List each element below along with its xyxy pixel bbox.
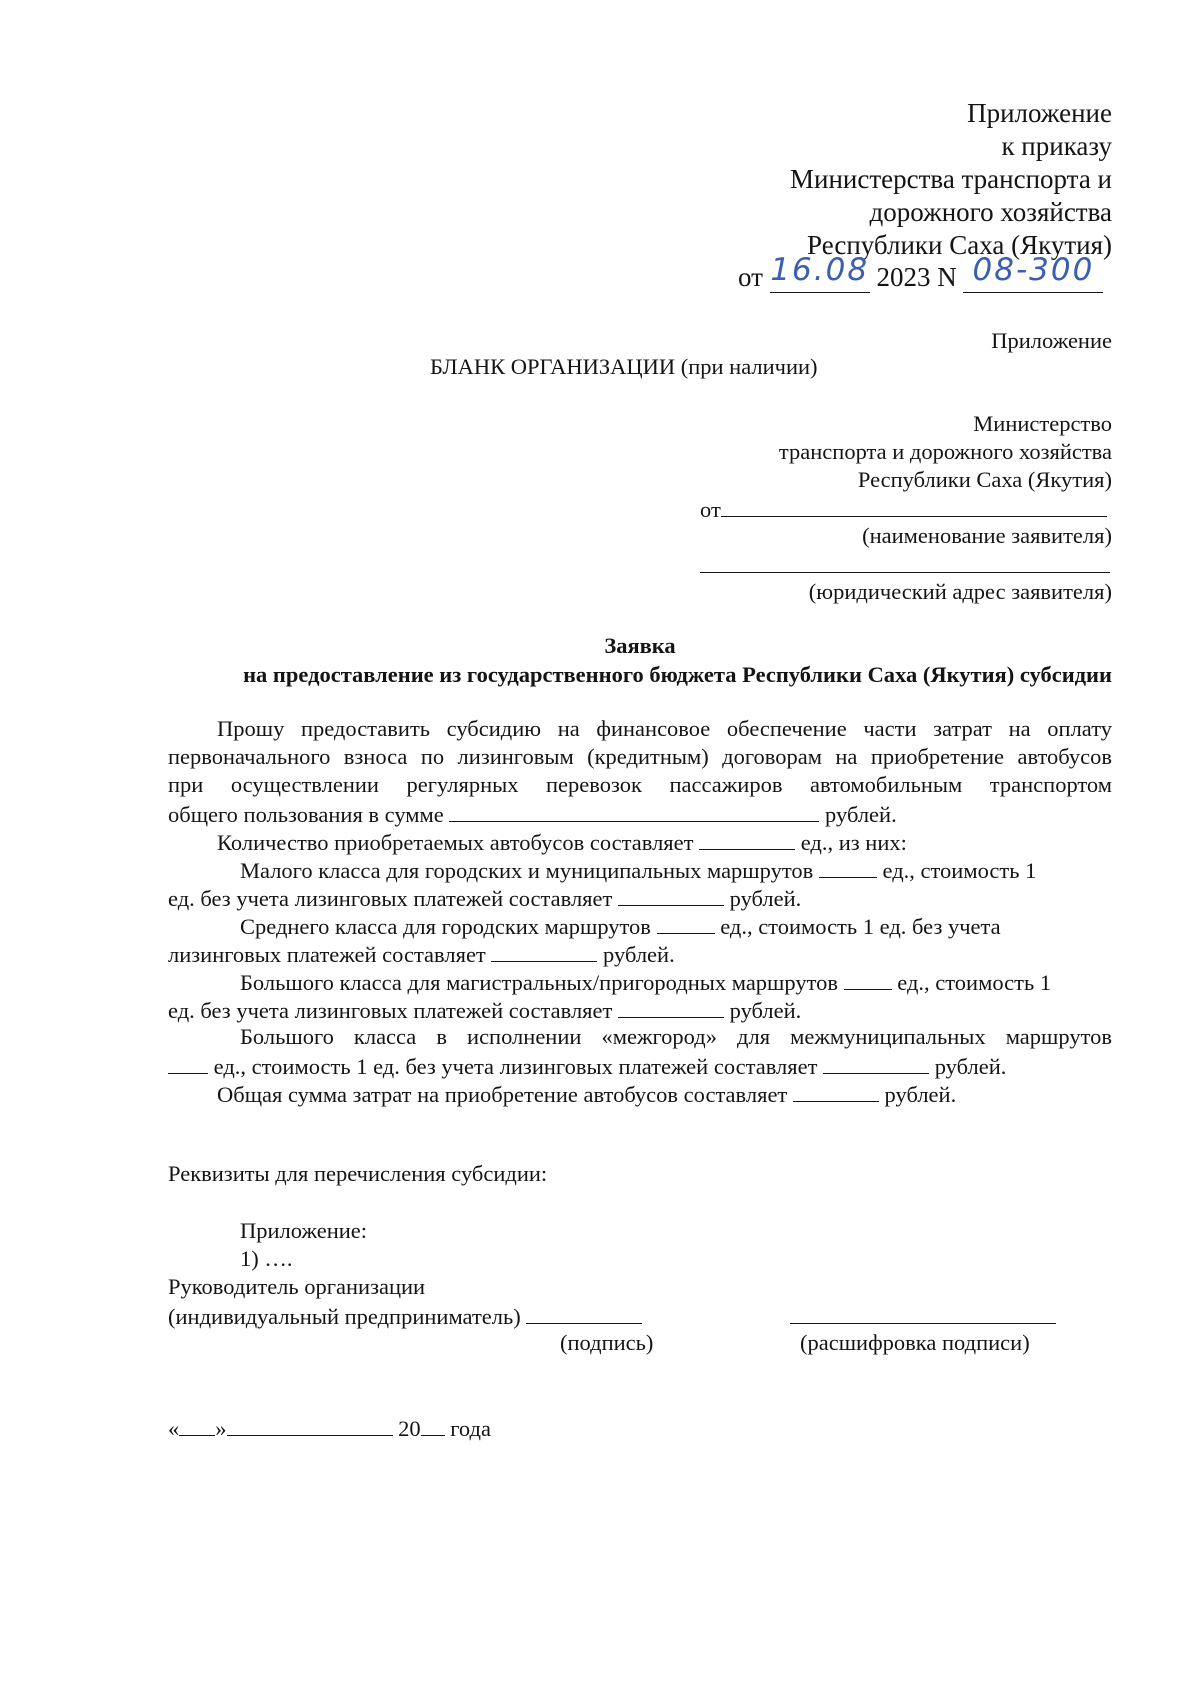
order-date-field <box>770 252 870 293</box>
order-header-line4: дорожного хозяйства <box>869 197 1112 227</box>
signature-caption: (подпись) <box>560 1330 654 1355</box>
body-p1-line4-unit: рублей. <box>825 802 897 827</box>
signature-decode-field[interactable] <box>790 1323 1056 1324</box>
body-p3-line1-unit: ед., стоимость 1 <box>882 858 1037 883</box>
date-open-quote: « <box>168 1416 180 1441</box>
body-p4-line2-unit: рублей. <box>603 942 675 967</box>
body-p5-line1 <box>240 967 1051 996</box>
order-date-number <box>738 252 1103 294</box>
bus-count-field[interactable] <box>699 827 795 850</box>
subsidy-amount-field[interactable] <box>449 799 819 822</box>
large-class-cost-field[interactable] <box>618 995 724 1018</box>
order-header-line5: Республики Саха (Якутия) <box>807 230 1112 260</box>
order-header-line2: к приказу <box>1001 131 1112 161</box>
applicant-from-prefix: от <box>700 497 721 522</box>
body-p2-text: Количество приобретаемых автобусов составляет <box>217 830 694 855</box>
body-p2-unit: ед., из них: <box>800 830 907 855</box>
date-year-prefix: 20 <box>398 1416 421 1441</box>
medium-class-count-field[interactable] <box>657 911 715 934</box>
body-p5-line2-text: ед. без учета лизинговых платежей составляет <box>168 998 613 1023</box>
body-p6-line2-unit: рублей. <box>934 1054 1007 1079</box>
order-date-prefix: от <box>738 262 763 292</box>
applicant-from-row <box>700 494 1107 523</box>
body-p4-line2-text: лизинговых платежей составляет <box>168 942 486 967</box>
body-p4-line1 <box>240 911 1001 940</box>
order-header-line1: Приложение <box>967 98 1112 128</box>
body-p5-line1-unit: ед., стоимость 1 <box>897 970 1052 995</box>
order-year-and-no: 2023 N <box>876 262 957 292</box>
large-class-count-field[interactable] <box>844 967 892 990</box>
applicant-name-field[interactable] <box>721 494 1107 517</box>
applicant-name-caption: (наименование заявителя) <box>862 523 1112 548</box>
body-p4-line1-unit: ед., стоимость 1 ед. без учета <box>720 914 1001 939</box>
applicant-address-field[interactable] <box>700 572 1110 573</box>
body-p3-line1 <box>240 855 1036 884</box>
body-p7-unit: рублей. <box>884 1082 957 1107</box>
signature-decode-caption: (расшифровка подписи) <box>800 1330 1030 1355</box>
body-p6-line2 <box>168 1051 1006 1080</box>
order-number-handwritten: 08-300 <box>972 252 1095 288</box>
addressee-line1: Министерство <box>973 411 1112 436</box>
body-p1-line3: при осуществлении регулярных перевозок пассажиров автомобильным транспортом <box>168 772 1112 797</box>
body-p1-line2: первоначального взноса по лизинговым (кредитным) договорам на приобретение автобусов <box>168 744 1112 769</box>
body-p5-line2-unit: рублей. <box>729 998 802 1023</box>
date-year-suffix: года <box>450 1416 491 1441</box>
body-p3-line2-unit: рублей. <box>729 886 802 911</box>
body-p6-line2-text: ед., стоимость 1 ед. без учета лизинговых платежей составляет <box>213 1054 818 1079</box>
attachments-item-1: 1) …. <box>240 1246 293 1271</box>
body-p2 <box>217 827 907 856</box>
signature-line2-text: (индивидуальный предприниматель) <box>168 1304 521 1329</box>
date-month-field[interactable] <box>227 1413 393 1436</box>
signature-line2 <box>168 1301 642 1330</box>
order-header-line3: Министерства транспорта и <box>790 164 1112 194</box>
order-number-field <box>963 252 1103 293</box>
body-p3-line2-text: ед. без учета лизинговых платежей составляет <box>168 886 613 911</box>
date-day-field[interactable] <box>179 1413 215 1436</box>
application-subtitle: на предоставление из государственного бюджета Республики Саха (Якутия) субсидии <box>243 662 1112 687</box>
letterhead-placeholder: БЛАНК ОРГАНИЗАЦИИ (при наличии) <box>430 354 818 379</box>
signature-line1: Руководитель организации <box>168 1274 426 1299</box>
body-p7-text: Общая сумма затрат на приобретение автобусов составляет <box>217 1082 788 1107</box>
body-p1-line4 <box>168 799 897 828</box>
appendix-label: Приложение <box>991 328 1112 353</box>
intercity-class-cost-field[interactable] <box>823 1051 929 1074</box>
body-p3-line1-text: Малого класса для городских и муниципальных маршрутов <box>240 858 814 883</box>
body-p3-line2 <box>168 883 801 912</box>
addressee-line3: Республики Саха (Якутия) <box>857 467 1112 492</box>
body-p1-line1: Прошу предоставить субсидию на финансовое обеспечение части затрат на оплату <box>217 716 1112 741</box>
small-class-cost-field[interactable] <box>618 883 724 906</box>
body-p7 <box>217 1079 956 1108</box>
body-p1-line4-text: общего пользования в сумме <box>168 802 444 827</box>
total-cost-field[interactable] <box>793 1079 879 1102</box>
application-title: Заявка <box>604 633 676 658</box>
body-p4-line1-text: Среднего класса для городских маршрутов <box>240 914 651 939</box>
medium-class-cost-field[interactable] <box>491 939 597 962</box>
intercity-class-count-field[interactable] <box>168 1051 208 1074</box>
small-class-count-field[interactable] <box>819 855 877 878</box>
date-close-quote: » <box>215 1416 227 1441</box>
applicant-address-caption: (юридический адрес заявителя) <box>808 579 1112 604</box>
addressee-line2: транспорта и дорожного хозяйства <box>778 439 1112 464</box>
requisites-label: Реквизиты для перечисления субсидии: <box>168 1161 548 1186</box>
body-p6-line1: Большого класса в исполнении «межгород» для межмуниципальных маршрутов <box>240 1024 1112 1049</box>
body-p5-line1-text: Большого класса для магистральных/пригородных маршрутов <box>240 970 838 995</box>
body-p4-line2 <box>168 939 675 968</box>
date-year-field[interactable] <box>421 1413 445 1436</box>
body-p5-line2 <box>168 995 801 1024</box>
signature-field[interactable] <box>526 1301 642 1324</box>
date-line <box>168 1413 491 1442</box>
attachments-label: Приложение: <box>240 1218 368 1243</box>
order-date-handwritten: 16.08 <box>770 252 870 288</box>
